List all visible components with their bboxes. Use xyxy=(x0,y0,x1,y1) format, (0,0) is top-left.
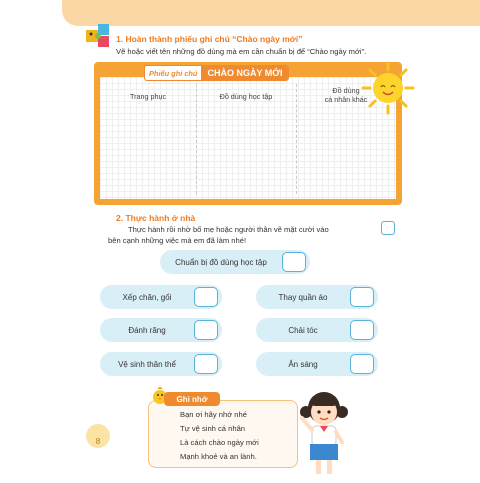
note-card-tag-title: CHÀO NGÀY MỚI xyxy=(201,65,288,81)
task-label: Chuẩn bị đồ dùng học tập xyxy=(175,257,267,267)
smiley-checkbox[interactable] xyxy=(350,287,374,307)
section2-title: 2. Thực hành ở nhà xyxy=(116,213,196,223)
task-label: Thay quần áo xyxy=(278,292,328,302)
task-label: Chải tóc xyxy=(288,325,318,335)
column-header-clothes: Trang phục xyxy=(129,92,167,101)
section2-instruction-line1: Thực hành rồi nhờ bố mẹ hoặc người thân vẽ mặt cười vào xyxy=(128,225,329,234)
section2-instruction-line2: bên cạnh những việc mà em đã làm nhé! xyxy=(108,236,247,245)
smiley-checkbox[interactable] xyxy=(194,354,218,374)
task-label: Đánh răng xyxy=(128,325,166,335)
smiley-checkbox[interactable] xyxy=(350,354,374,374)
legend-checkbox xyxy=(381,221,395,235)
note-card-tag-label: Phiếu ghi chú xyxy=(149,68,198,78)
task-label: Vệ sinh thân thể xyxy=(118,359,176,369)
column-header-personal-line2: cá nhân khác xyxy=(324,95,368,104)
girl-illustration xyxy=(292,382,356,478)
card-area-school-supplies[interactable] xyxy=(198,106,294,194)
section1-title: 1. Hoàn thành phiếu ghi chú “Chào ngày mới” xyxy=(116,34,303,44)
smiley-checkbox[interactable] xyxy=(194,320,218,340)
task-bedding xyxy=(100,285,222,309)
column-divider xyxy=(196,84,197,194)
smiley-checkbox[interactable] xyxy=(350,320,374,340)
memo-line: Là cách chào ngày mới xyxy=(180,438,259,447)
page-number: 8 xyxy=(86,424,110,448)
task-brush-teeth xyxy=(100,318,222,342)
top-banner xyxy=(62,0,480,26)
column-header-personal-line1: Đồ dùng xyxy=(332,86,360,95)
task-personal-hygiene xyxy=(100,352,222,376)
sun-icon xyxy=(360,60,416,116)
memo-line: Tự vệ sinh cá nhân xyxy=(180,424,246,433)
card-area-personal-items[interactable] xyxy=(298,106,394,194)
memo-line: Mạnh khoẻ và an lành. xyxy=(180,452,257,461)
puzzle-icon xyxy=(84,22,112,50)
section1-instruction: Vẽ hoặc viết tên những đồ dùng mà em cần chuẩn bị để “Chào ngày mới”. xyxy=(116,47,367,56)
card-area-clothes[interactable] xyxy=(102,106,194,194)
column-divider xyxy=(296,84,297,194)
task-label: Ăn sáng xyxy=(288,359,318,369)
column-header-school-supplies: Đồ dùng học tập xyxy=(219,92,273,101)
task-change-clothes xyxy=(256,285,378,309)
memo-line: Bạn ơi hãy nhớ nhé xyxy=(180,410,247,419)
note-card-tag xyxy=(144,65,289,81)
memo-tag: Ghi nhớ xyxy=(164,392,220,406)
task-school-supplies xyxy=(160,250,310,274)
task-breakfast xyxy=(256,352,378,376)
smiley-checkbox[interactable] xyxy=(194,287,218,307)
task-comb-hair xyxy=(256,318,378,342)
task-label: Xếp chăn, gối xyxy=(122,292,172,302)
smiley-checkbox[interactable] xyxy=(282,252,306,272)
